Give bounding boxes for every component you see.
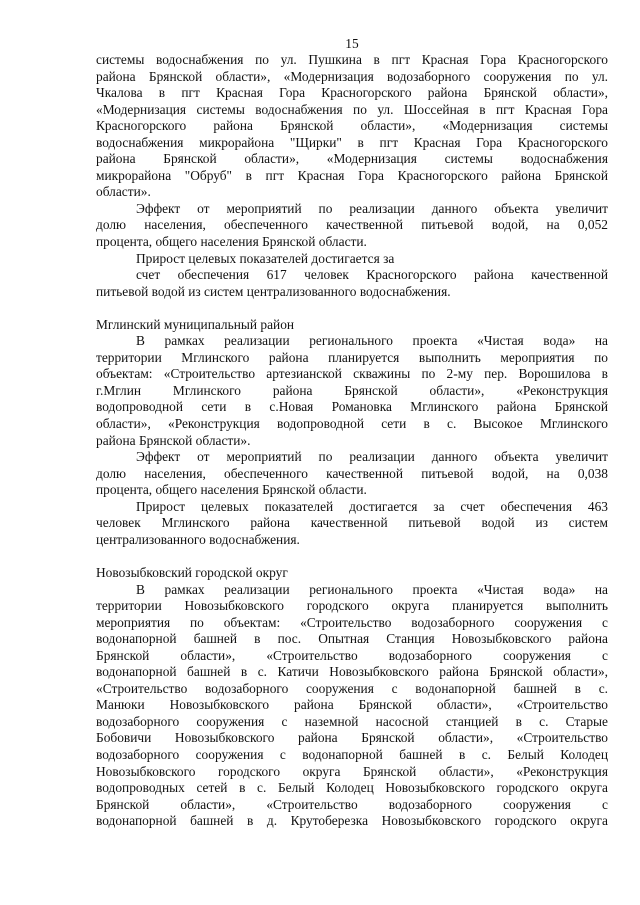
text-line: централизованного водоснабжения. [96, 531, 300, 547]
text-line: Мглинский муниципальный район [96, 316, 295, 332]
text-line: процента, общего населения Брянской области. [96, 482, 367, 498]
text-line: Новозыбковского городского округа Брянской области», «Реконструкция [96, 763, 608, 779]
text-line: Эффект от мероприятий по реализации данного объекта увеличит [136, 200, 608, 216]
text-line: водозаборного сооружения с водонапорной башней в с. Белый Колодец [96, 746, 608, 762]
text-line: водопроводной сети в с.Новая Романовка Мглинского района Брянской [96, 399, 608, 415]
paragraph-gap [96, 548, 608, 565]
text-line: водозаборного сооружения с наземной насосной станцией в с. Старые [96, 713, 608, 729]
text-line: водонапорной башней в с. Катичи Новозыбковского района Брянской области», [96, 664, 608, 680]
page-number: 15 [345, 36, 359, 51]
text-line: района Брянской области». [96, 432, 251, 448]
text-line: Бобовичи Новозыбковского района Брянской области», «Строительство [96, 730, 608, 746]
paragraph-gap [96, 300, 608, 317]
document-body [96, 52, 608, 830]
text-line: водонапорной башней в пос. Опытная Станция Новозыбковского района [96, 631, 608, 647]
text-line: Новозыбковский городской округ [96, 564, 288, 580]
text-line: системы водоснабжения по ул. Пушкина в пгт Красная Гора Красногорского [96, 52, 608, 67]
text-line: «Строительство водозаборного сооружения с водонапорной башней в с. [96, 680, 608, 696]
text-line: Эффект от мероприятий по реализации данного объекта увеличит [136, 449, 608, 465]
text-line: объектам: «Строительство артезианской скважины по 2-му пер. Ворошилова в [96, 366, 608, 382]
text-line: долю населения, обеспеченного качественной питьевой водой, на 0,052 [96, 217, 608, 233]
text-line: Прирост целевых показателей достигается за [136, 250, 395, 266]
text-line: Красногорского района Брянской области», «Модернизация системы [96, 118, 608, 134]
text-line: территории Новозыбковского городского округа планируется выполнить [96, 598, 608, 614]
text-line: мероприятия по объектам: «Строительство водозаборного сооружения с [96, 614, 608, 630]
text-line: района Брянской области», «Модернизация водозаборного сооружения по ул. [96, 68, 608, 84]
text-line: области». [96, 184, 151, 200]
text-line: Брянской области», «Строительство водозаборного сооружения с [96, 796, 608, 812]
text-line: человек Мглинского района качественной питьевой водой из систем [96, 515, 608, 531]
text-line: Манюки Новозыбковского района Брянской области», «Строительство [96, 697, 608, 713]
text-line: территории Мглинского района планируется выполнить мероприятия по [96, 349, 608, 365]
text-line: В рамках реализации регионального проекта «Чистая вода» на [136, 333, 608, 349]
text-line: микрорайона "Обруб" в пгт Красная Гора Красногорского района Брянской [96, 167, 608, 183]
text-line: питьевой водой из систем централизованного водоснабжения. [96, 283, 451, 299]
text-line: «Модернизация системы водоснабжения по ул. Шоссейная в пгт Красная Гора [96, 101, 608, 117]
text-line: процента, общего населения Брянской области. [96, 234, 367, 250]
text-line: г.Мглин Мглинского района Брянской области», «Реконструкция [96, 382, 608, 398]
text-line: водопроводных сетей в с. Белый Колодец Новозыбковского городского округа [96, 780, 608, 796]
text-line: Прирост целевых показателей достигается за счет обеспечения 463 [136, 498, 608, 514]
text-line: Чкалова в пгт Красная Гора Красногорского района Брянской области», [96, 85, 608, 101]
text-line: Брянской области», «Строительство водозаборного сооружения с [96, 647, 608, 663]
text-line: счет обеспечения 617 человек Красногорского района качественной [136, 267, 608, 283]
text-line: В рамках реализации регионального проекта «Чистая вода» на [136, 581, 608, 597]
text-line: района Брянской области», «Модернизация системы водоснабжения [96, 151, 608, 167]
text-line: водонапорной башней в д. Крутоберезка Новозыбковского городского округа [96, 813, 608, 829]
text-line: водоснабжения микрорайона "Щирки" в пгт Красная Гора Красногорского [96, 134, 608, 150]
text-line: долю населения, обеспеченного качественной питьевой водой, на 0,038 [96, 465, 608, 481]
text-line: области», «Реконструкция водопроводной сети в с. Высокое Мглинского [96, 416, 608, 432]
